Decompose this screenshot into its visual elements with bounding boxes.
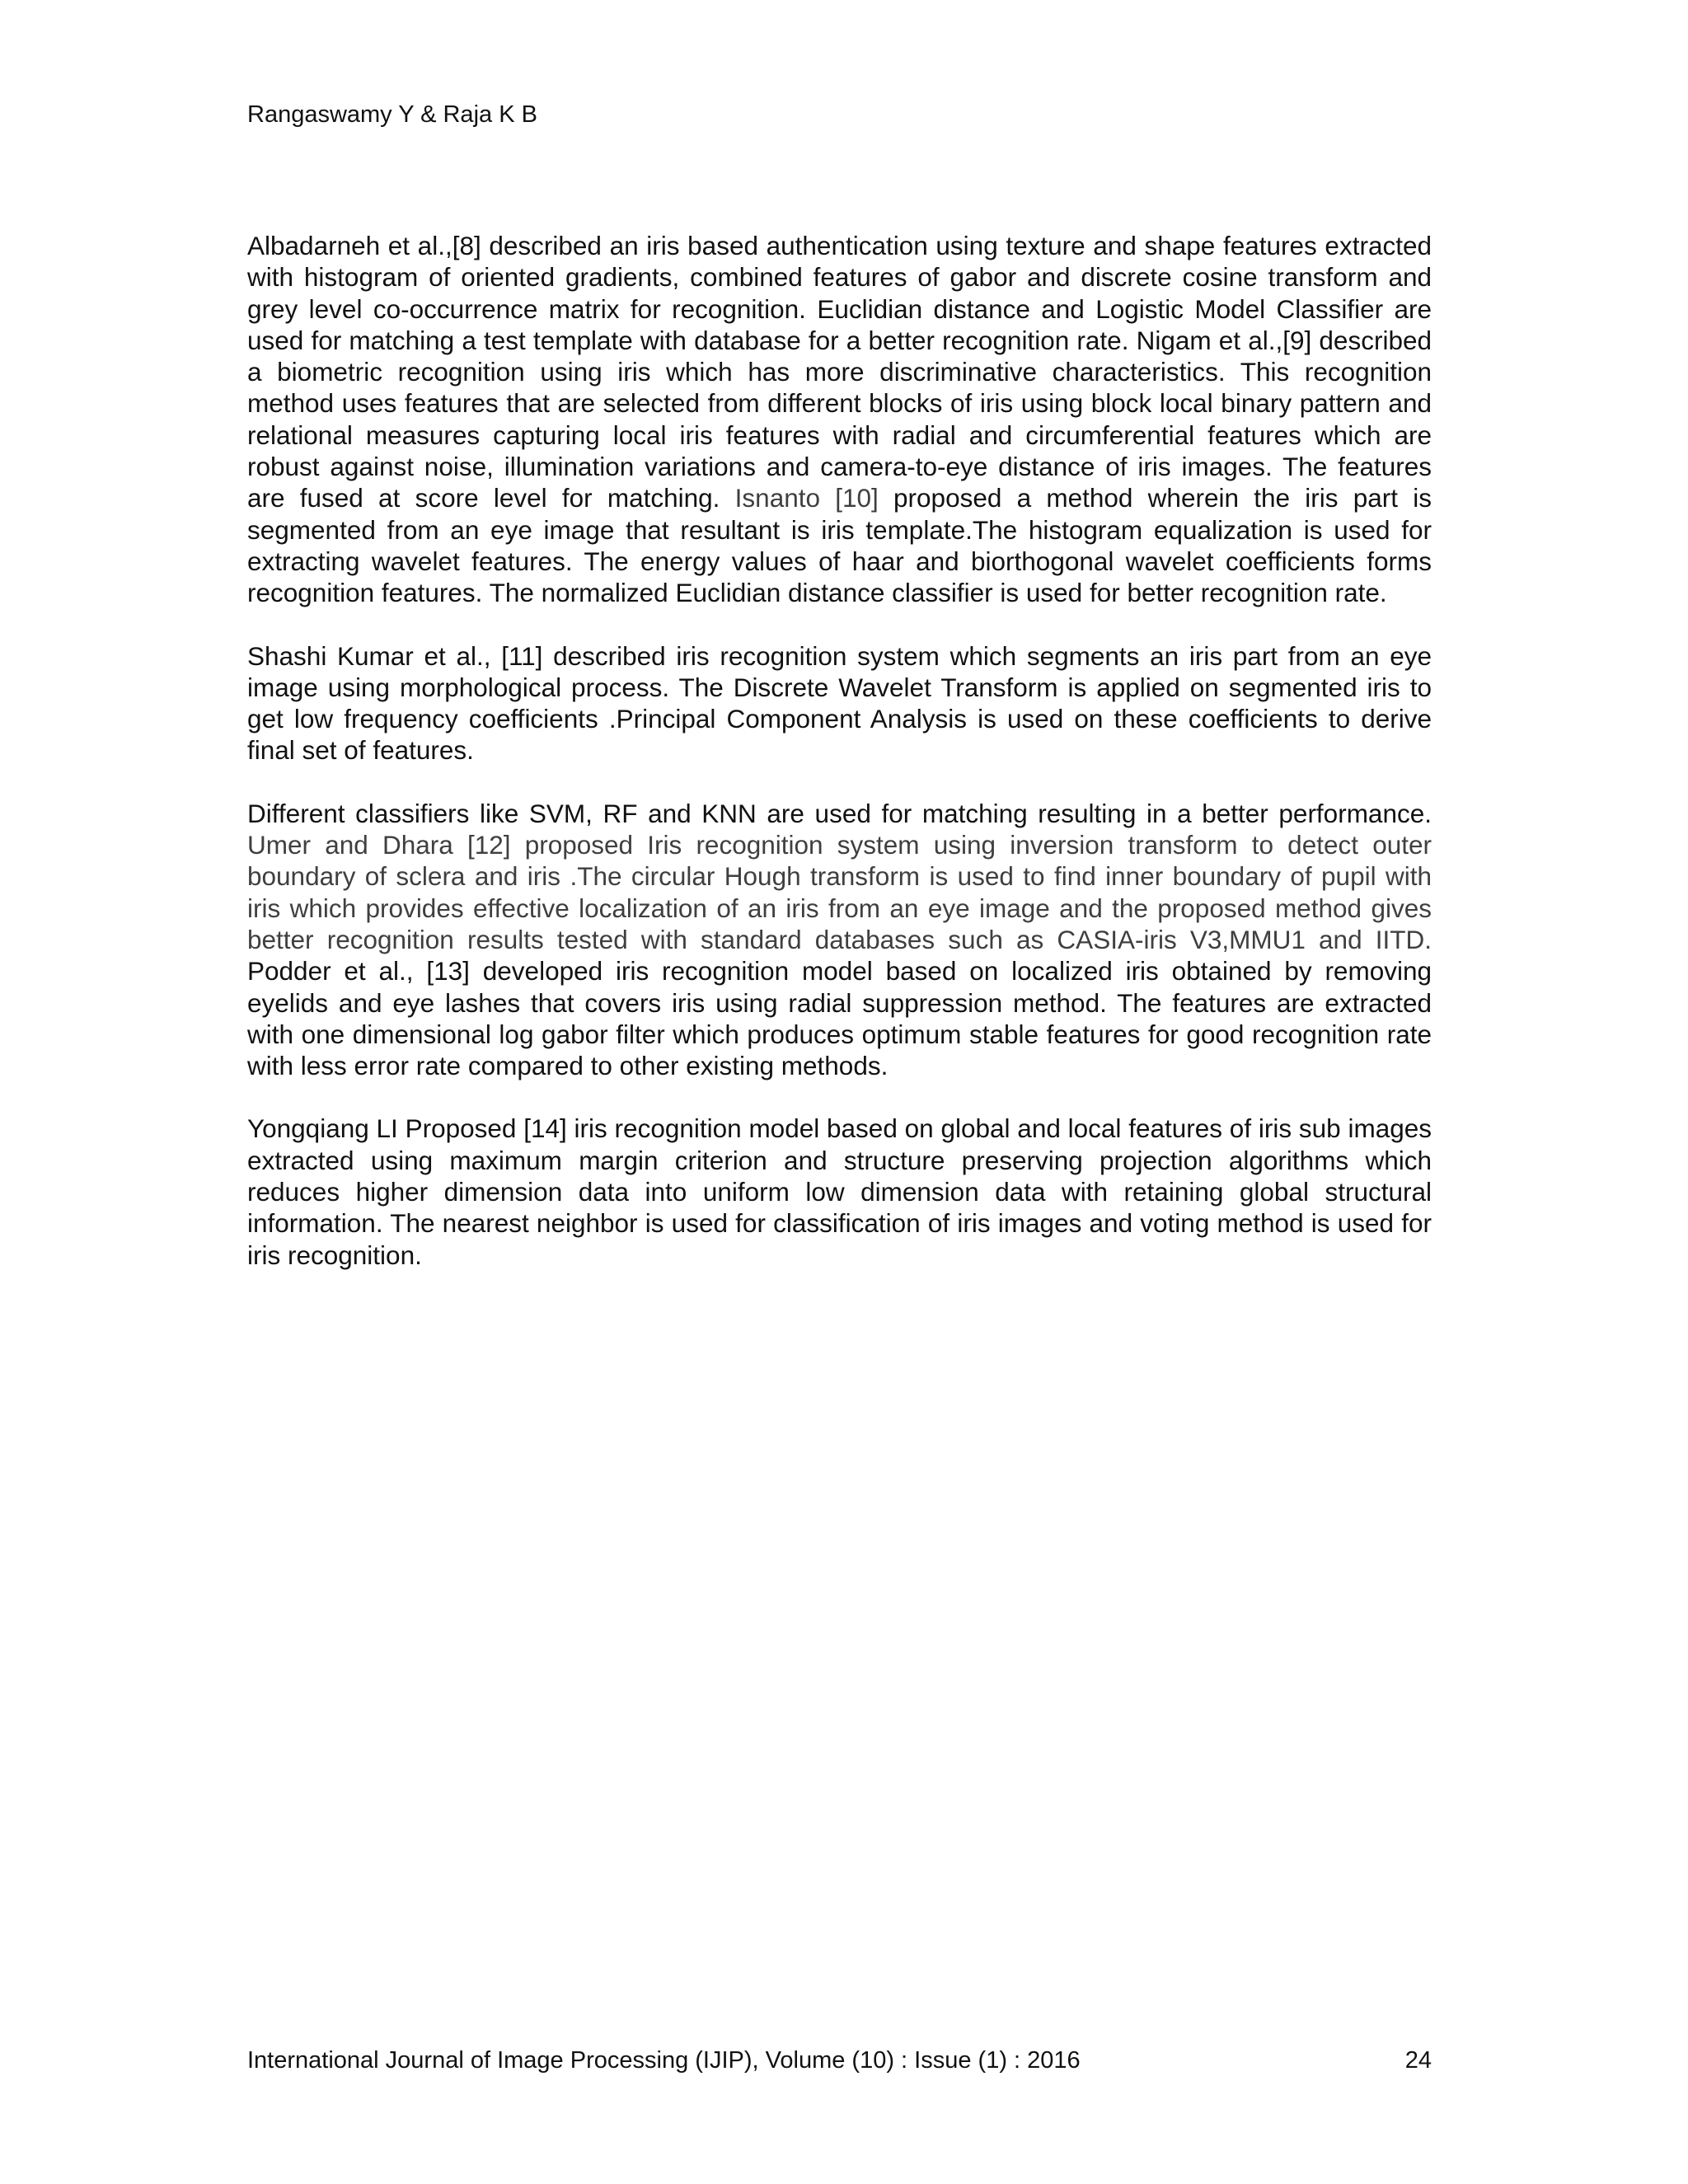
paragraph-3-text-a: Different classifiers like SVM, RF and KNN are used for matching resulting in a better performance. <box>247 798 1432 828</box>
paragraph-1-citation-isnanto: Isnanto [10] <box>734 483 879 513</box>
paragraph-4-text: Yongqiang LI Proposed [14] iris recognition model based on global and local features of iris sub images extracted using maximum margin criterion and structure preserving projection algorithms which reduces higher dimension data into uniform low dimension data with retaining global structural information. The nearest neighbor is used for classification of iris images and voting method is used for iris recognition. <box>247 1113 1432 1270</box>
paragraph-3-umer-dhara: Umer and Dhara [12] proposed Iris recognition system using inversion transform to detect outer boundary of sclera and iris .The circular Hough transform is used to find inner boundary of pupil with iris which provides effective localization of an iris from an eye image and the proposed method gives better recognition results tested with standard databases such as CASIA-iris V3,MMU1 and IITD. <box>247 830 1432 954</box>
paragraph-3-text-c: Podder et al., [13] developed iris recognition model based on localized iris obtained by removing eyelids and eye lashes that covers iris using radial suppression method. The features are extracted with one dimensional log gabor filter which produces optimum stable features for good recognition rate with less error rate compared to other existing methods. <box>247 956 1432 1081</box>
paragraph-1 <box>247 230 1432 609</box>
body-text <box>247 230 1432 1302</box>
paragraph-3 <box>247 798 1432 1082</box>
paragraph-2 <box>247 640 1432 766</box>
footer-journal-citation: International Journal of Image Processing (IJIP), Volume (10) : Issue (1) : 2016 <box>247 2047 1081 2074</box>
paragraph-1-text-a: Albadarneh et al.,[8] described an iris based authentication using texture and shape features extracted with histogram of oriented gradients, combined features of gabor and discrete cosine transform and grey level co-occurrence matrix for recognition. Euclidian distance and Logistic Model Classifier are used for matching a test template with database for a better recognition rate. Nigam et al.,[9] described a biometric recognition using iris which has more discriminative characteristics. This recognition method uses features that are selected from different blocks of iris using block local binary pattern and relational measures capturing local iris features with radial and circumferential features which are robust against noise, illumination variations and camera-to-eye distance of iris images. The features are fused at score level for matching. <box>247 231 1432 513</box>
page-number: 24 <box>1404 2047 1432 2074</box>
running-head-authors: Rangaswamy Y & Raja K B <box>247 101 537 128</box>
paragraph-2-text: Shashi Kumar et al., [11] described iris recognition system which segments an iris part from an eye image using morphological process. The Discrete Wavelet Transform is applied on segmented iris to get low frequency coefficients .Principal Component Analysis is used on these coefficients to derive final set of features. <box>247 640 1432 766</box>
paragraph-4 <box>247 1113 1432 1270</box>
paragraph-1-text-c: proposed a method wherein the iris part is segmented from an eye image that resultant is iris template.The histogram equalization is used for extracting wavelet features. The energy values of haar and biorthogonal wavelet coefficients forms recognition features. The normalized Euclidian distance classifier is used for better recognition rate. <box>247 483 1432 608</box>
